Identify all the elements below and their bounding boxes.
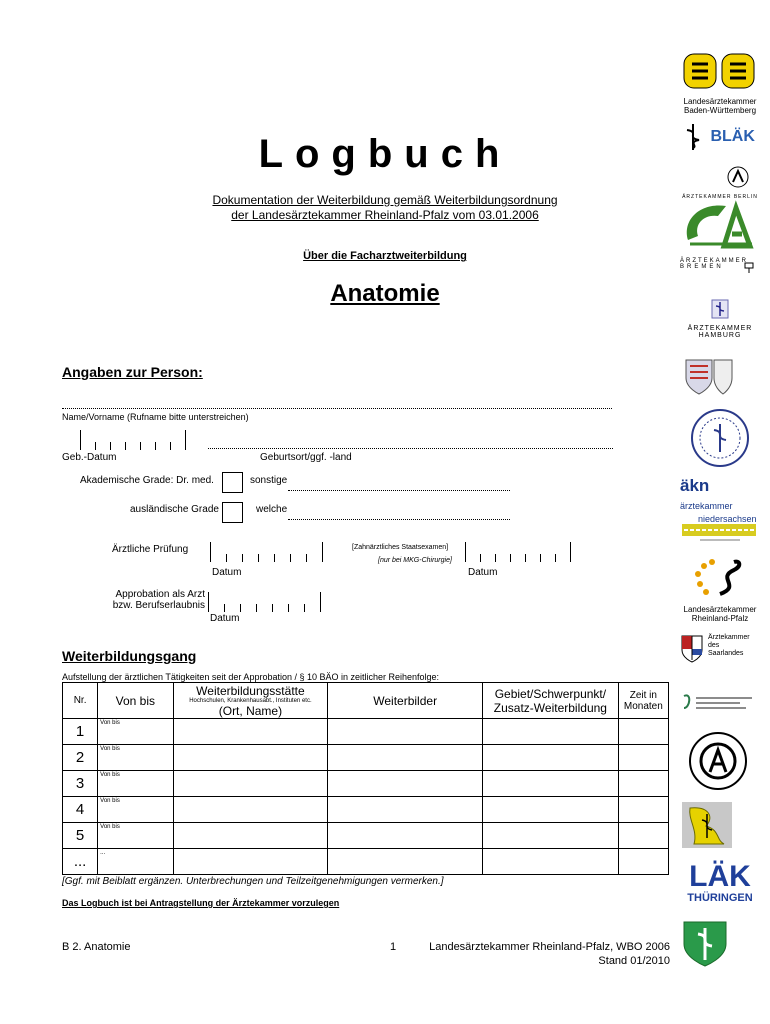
col-trainer: Weiterbilder [328, 683, 483, 719]
table-row [63, 823, 669, 849]
bremen-name-1: ÄRZTEKAMMER [680, 258, 749, 264]
hamburg-staff-icon [710, 298, 730, 320]
sonstige-line[interactable] [288, 490, 510, 491]
foreign-label: ausländische Grade [130, 504, 219, 515]
col-place [173, 683, 328, 719]
row-time-cell[interactable] [618, 719, 668, 745]
row-von-bis[interactable]: Von bis [98, 797, 173, 823]
logo-rheinland-pfalz [680, 556, 760, 623]
footer-page: 1 [390, 941, 397, 953]
table-row [63, 797, 669, 823]
thue-letters: LÄK [689, 860, 751, 893]
row-trainer-cell[interactable] [328, 719, 483, 745]
logo-brandenburg [680, 200, 760, 255]
exam-label: Ärztliche Prüfung [112, 544, 189, 555]
name-line[interactable] [62, 408, 612, 409]
row-trainer-cell[interactable] [328, 771, 483, 797]
logo-westfalen-lippe [680, 918, 760, 975]
exam-date-label: Datum [212, 567, 242, 578]
saarland-coat-of-arms-icon [680, 634, 704, 664]
name-label: Name/Vorname (Rufname bitte unterstreichen) [62, 412, 249, 422]
logo-thueringen [680, 862, 760, 904]
thue-name: THÜRINGEN [687, 892, 753, 904]
row-von-bis[interactable]: Von bis [98, 823, 173, 849]
row-trainer-cell[interactable] [328, 823, 483, 849]
footer-right-2: Stand 01/2010 [598, 955, 670, 967]
logo-niedersachsen [680, 476, 760, 524]
nds-name-2: niedersachsen [698, 514, 757, 524]
document-title: Logbuch [258, 132, 512, 176]
table-row [63, 771, 669, 797]
logo-sachsen-anhalt [680, 730, 760, 797]
birthplace-label: Geburtsort/ggf. -land [260, 452, 352, 463]
row-nr: ... [63, 849, 98, 875]
table-row [63, 849, 669, 875]
dental-label: [Zahnärztliches Staatsexamen] [352, 544, 449, 551]
table-row [63, 745, 669, 771]
rlp-name-1: Landesärztekammer [683, 605, 757, 614]
logo-blaek [680, 122, 760, 152]
approbation-label-1: Approbation als Arzt [115, 589, 205, 600]
row-time-cell[interactable] [618, 745, 668, 771]
training-heading: Weiterbildungsgang [62, 648, 197, 664]
row-von-bis[interactable]: ... [98, 849, 173, 875]
row-time-cell[interactable] [618, 797, 668, 823]
logo-schleswig-holstein [680, 800, 760, 857]
table-row [63, 719, 669, 745]
sachsen-anhalt-seal-icon [680, 730, 760, 792]
row-area-cell[interactable] [483, 797, 619, 823]
over-heading: Über die Facharztweiterbildung [303, 250, 467, 262]
logo-mecklenburg-vorpommern [680, 408, 760, 473]
bw-name-2: Baden-Württemberg [683, 106, 757, 115]
table-note: [Ggf. mit Beiblatt ergänzen. Unterbrechungen und Teilzeitgenehmigungen vermerken.] [62, 876, 444, 887]
col-area [483, 683, 619, 719]
logo-saarland [680, 634, 760, 658]
col-place-sub: (Ort, Name) [218, 703, 283, 718]
training-intro: Aufstellung der ärztlichen Tätigkeiten seit der Approbation / § 10 BÄO in zeitlicher Reihenfolge: [62, 672, 440, 682]
row-area-cell[interactable] [483, 745, 619, 771]
rlp-name-2: Rheinland-Pfalz [691, 614, 749, 623]
col-time [618, 683, 668, 719]
nds-aekn: äkn [680, 476, 710, 495]
logo-berlin [680, 165, 760, 200]
row-area-cell[interactable] [483, 849, 619, 875]
row-nr: 5 [63, 823, 98, 849]
bw-lions-icon [680, 50, 760, 92]
logo-sachsen [680, 690, 760, 719]
dob-label: Geb.-Datum [62, 452, 117, 463]
logo-hamburg [680, 298, 760, 339]
row-time-cell[interactable] [618, 849, 668, 875]
mv-seal-icon [680, 408, 760, 468]
dob-field[interactable] [80, 430, 186, 450]
westfalen-shield-icon [680, 918, 760, 970]
saar-name-1: Ärztekammer [708, 634, 750, 641]
row-trainer-cell[interactable] [328, 849, 483, 875]
berlin-bear-icon [680, 165, 760, 189]
row-place-cell[interactable] [173, 771, 328, 797]
row-von-bis[interactable]: Von bis [98, 771, 173, 797]
col-area-line-2: Zusatz-Weiterbildung [493, 700, 607, 715]
dental-note: [nur bei MKG-Chirurgie] [378, 557, 452, 564]
logo-hessen [680, 356, 760, 403]
logo-nordrhein [680, 520, 760, 549]
row-nr: 2 [63, 745, 98, 771]
col-von-bis: Von bis [98, 683, 173, 719]
saar-name-2: des [708, 642, 720, 649]
col-place-note: Hochschulen, Krankenhausabt., Instituten etc. [189, 697, 312, 704]
row-time-cell[interactable] [618, 823, 668, 849]
row-nr: 1 [63, 719, 98, 745]
row-place-cell[interactable] [173, 797, 328, 823]
sh-map-icon [680, 800, 760, 852]
row-place-cell[interactable] [173, 745, 328, 771]
col-place-title: Weiterbildungsstätte [196, 683, 305, 698]
brandenburg-emblem-icon [680, 200, 760, 250]
bremen-name-2: BREMEN [680, 264, 724, 270]
col-time-line-1: Zeit in [629, 689, 657, 701]
person-heading: Angaben zur Person: [62, 364, 203, 380]
sonstige-label: sonstige [250, 475, 288, 486]
dental-date-field[interactable] [465, 542, 571, 562]
blaek-text: BLÄK [710, 128, 755, 145]
submission-note: Das Logbuch ist bei Antragstellung der Ärztekammer vorzulegen [62, 898, 340, 908]
row-trainer-cell[interactable] [328, 745, 483, 771]
logo-bremen [680, 258, 760, 270]
exam-date-field[interactable] [210, 542, 323, 562]
row-place-cell[interactable] [173, 823, 328, 849]
saar-name-3: Saarlandes [708, 650, 744, 657]
dr-med-checkbox[interactable] [222, 472, 243, 493]
logo-baden-wuerttemberg [680, 50, 760, 115]
subtitle-line-2: der Landesärztekammer Rheinland-Pfalz vom 03.01.2006 [231, 208, 539, 222]
col-area-line-1: Gebiet/Schwerpunkt/ [494, 686, 607, 701]
hamburg-name-2: HAMBURG [698, 332, 742, 339]
col-time-line-2: Monaten [623, 700, 663, 712]
academic-label: Akademische Grade: Dr. med. [80, 475, 214, 486]
bremen-key-icon [742, 260, 756, 274]
row-von-bis[interactable]: Von bis [98, 745, 173, 771]
approbation-date-field[interactable] [208, 592, 321, 612]
hessen-shields-icon [680, 356, 760, 398]
foreign-degree-checkbox[interactable] [222, 502, 243, 523]
row-area-cell[interactable] [483, 823, 619, 849]
footer-left: B 2. Anatomie [62, 941, 131, 953]
berlin-name: ÄRZTEKAMMER BERLIN [682, 194, 758, 200]
birthplace-line[interactable] [208, 448, 613, 449]
dental-date-label: Datum [468, 567, 498, 578]
sachsen-logo-icon [680, 690, 760, 714]
nordrhein-banner-icon [680, 520, 760, 544]
row-time-cell[interactable] [618, 771, 668, 797]
col-nr: Nr. [63, 683, 98, 719]
row-nr: 3 [63, 771, 98, 797]
row-von-bis[interactable]: Von bis [98, 719, 173, 745]
rlp-snake-icon [690, 556, 750, 600]
welche-line[interactable] [288, 519, 510, 520]
specialty-title: Anatomie [330, 280, 440, 307]
bw-name-1: Landesärztekammer [683, 97, 757, 106]
hamburg-name-1: ÄRZTEKAMMER [687, 325, 753, 332]
welche-label: welche [256, 504, 288, 515]
subtitle-line-1: Dokumentation der Weiterbildung gemäß Weiterbildungsordnung [212, 193, 558, 207]
aesculap-staff-icon [680, 122, 706, 152]
nds-name-1: ärztekammer [680, 501, 733, 511]
approbation-date-label: Datum [210, 613, 240, 624]
row-area-cell[interactable] [483, 719, 619, 745]
approbation-label-2: bzw. Berufserlaubnis [112, 600, 205, 611]
row-place-cell[interactable] [173, 719, 328, 745]
row-trainer-cell[interactable] [328, 797, 483, 823]
row-area-cell[interactable] [483, 771, 619, 797]
footer-right-1: Landesärztekammer Rheinland-Pfalz, WBO 2006 [429, 941, 670, 953]
row-nr: 4 [63, 797, 98, 823]
row-place-cell[interactable] [173, 849, 328, 875]
training-table [62, 682, 669, 875]
